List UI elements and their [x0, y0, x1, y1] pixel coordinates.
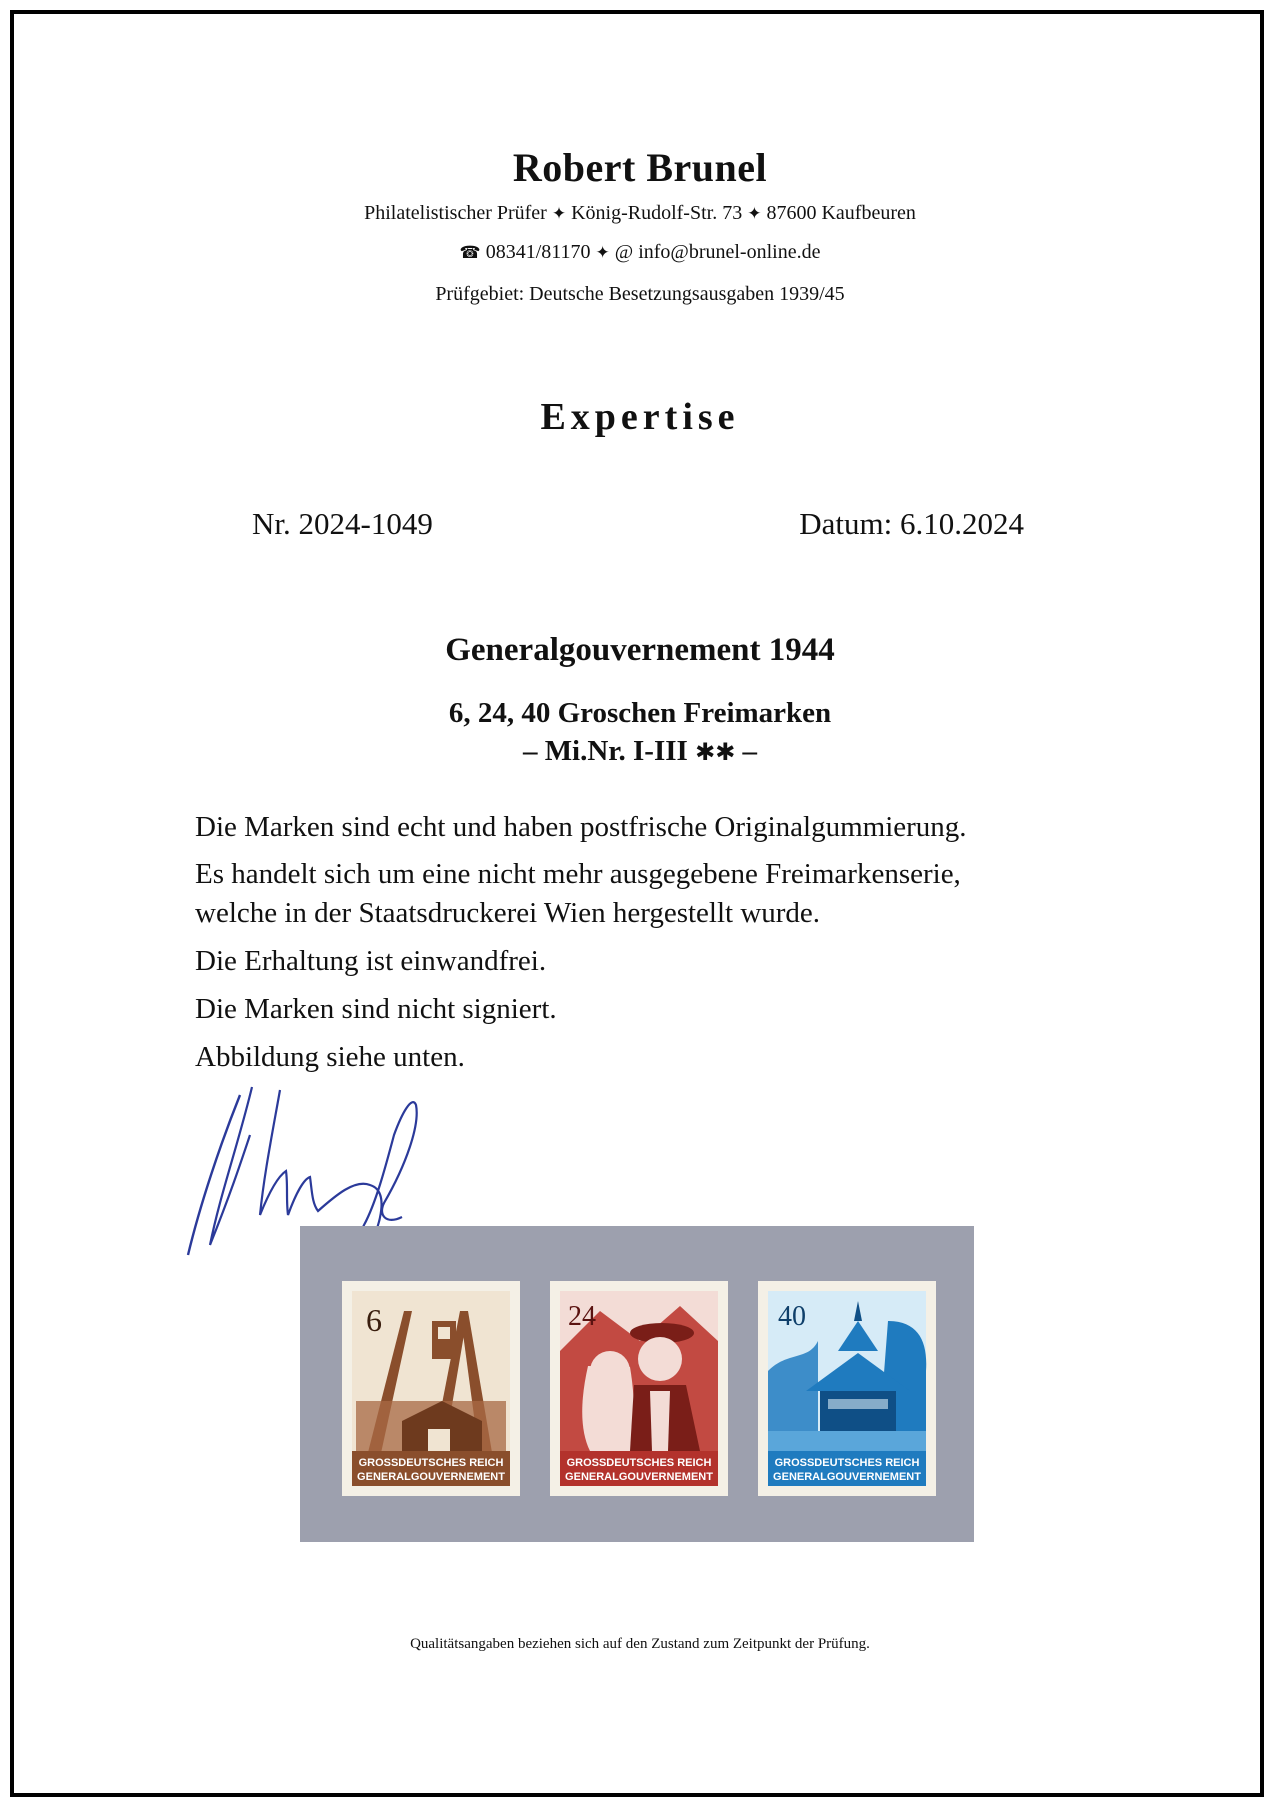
- stamp-6-line2: GENERALGOUVERNEMENT: [357, 1471, 505, 1483]
- examiner-field: Prüfgebiet: Deutsche Besetzungsausgaben 1939/45: [435, 283, 845, 305]
- stamp-40-line2: GENERALGOUVERNEMENT: [773, 1471, 921, 1483]
- examiner-address: [0, 202, 1280, 225]
- statement-series-continued: welche in der Staatsdruckerei Wien hergestellt wurde.: [195, 897, 821, 929]
- stamp-24-groschen: [550, 1281, 728, 1496]
- footer-note: Qualitätsangaben beziehen sich auf den Zustand zum Zeitpunkt der Prüfung.: [410, 1636, 870, 1652]
- examiner-name: Robert Brunel: [512, 145, 768, 190]
- certificate-number: Nr. 2024-1049: [252, 506, 433, 541]
- stamp-40-groschen: [758, 1281, 936, 1496]
- stamp-24-artwork: [550, 1281, 728, 1496]
- statement-genuine: Die Marken sind echt und haben postfrische Originalgummierung.: [195, 811, 967, 843]
- statement-condition: Die Erhaltung ist einwandfrei.: [195, 945, 547, 977]
- examiner-contact: [0, 241, 1280, 264]
- stamp-6-groschen: [342, 1281, 520, 1496]
- stamp-6-artwork: [342, 1281, 520, 1496]
- examiner-title: Philatelistischer Prüfer: [364, 202, 547, 224]
- document-title: Expertise: [540, 396, 740, 438]
- examiner-street: König-Rudolf-Str. 73: [571, 202, 743, 224]
- issue-area: Generalgouvernement 1944: [445, 632, 835, 668]
- stamp-24-line2: GENERALGOUVERNEMENT: [565, 1471, 713, 1483]
- separator-icon: ✦: [595, 243, 610, 263]
- stamp-6-line1: GROSSDEUTSCHES REICH: [358, 1457, 504, 1469]
- examiner-phone: 08341/81170: [485, 241, 591, 263]
- stamp-6-value: 6: [366, 1302, 382, 1338]
- stamp-40-artwork: [758, 1281, 936, 1496]
- stamp-24-line1: GROSSDEUTSCHES REICH: [566, 1457, 712, 1469]
- mint-stars-icon: ✱✱: [695, 738, 736, 766]
- at-icon: @: [614, 241, 634, 263]
- separator-icon: ✦: [747, 204, 762, 224]
- stamp-24-value: 24: [568, 1301, 596, 1332]
- catalog-number: [0, 735, 1280, 768]
- examiner-city: 87600 Kaufbeuren: [766, 202, 916, 224]
- statement-series: Es handelt sich um eine nicht mehr ausgegebene Freimarkenserie,: [195, 858, 961, 890]
- stamp-40-value: 40: [778, 1301, 806, 1332]
- catalog-number-text: – Mi.Nr. I-III: [522, 735, 688, 767]
- stamp-40-line1: GROSSDEUTSCHES REICH: [774, 1457, 920, 1469]
- phone-icon: ☎: [459, 243, 481, 263]
- issue-description: 6, 24, 40 Groschen Freimarken: [448, 697, 832, 729]
- statement-illustration: Abbildung siehe unten.: [195, 1041, 465, 1073]
- statement-signed: Die Marken sind nicht signiert.: [195, 993, 557, 1025]
- catalog-dash: –: [742, 735, 758, 767]
- examiner-email: info@brunel-online.de: [638, 241, 821, 263]
- separator-icon: ✦: [551, 204, 567, 224]
- certificate-date: Datum: 6.10.2024: [799, 506, 1024, 541]
- stamp-illustration: [300, 1226, 974, 1542]
